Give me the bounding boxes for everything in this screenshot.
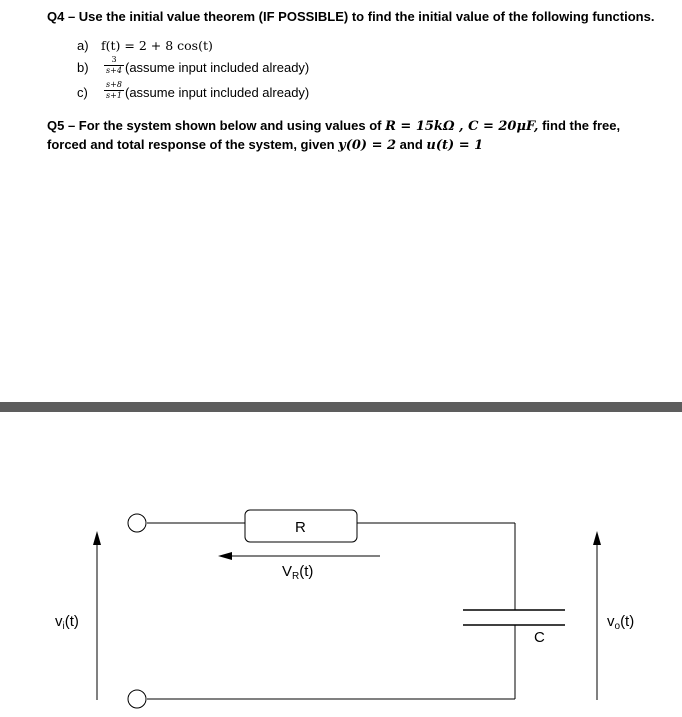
capacitor-label: C xyxy=(534,629,545,646)
q5-text-end: find the free, xyxy=(542,118,621,133)
item-label: c) xyxy=(77,85,88,100)
q5-text: Q5 – For the system shown below and using values of xyxy=(47,118,382,133)
input-value: u(t) = 1 xyxy=(426,138,484,153)
conjunction: and xyxy=(399,137,423,152)
vr-arrowhead xyxy=(218,552,232,560)
q5-text: forced and total response of the system, given xyxy=(47,137,335,152)
initial-condition: y(0) = 2 xyxy=(338,138,397,153)
fraction-denominator: s+1 xyxy=(106,91,122,100)
vi-arrowhead xyxy=(93,531,101,545)
vi-label: $v_i(t)$ xyxy=(55,613,79,632)
vo-arrowhead xyxy=(593,531,601,545)
function-expression: f(t) = 2 + 8 cos(t) xyxy=(101,38,213,53)
vo-label: $v_o(t)$ xyxy=(607,613,635,632)
q4-title: Q4 – Use the initial value theorem (IF POSSIBLE) to find the initial value of the following functions. xyxy=(47,9,655,24)
item-label: b) xyxy=(77,60,89,75)
fraction-denominator: s+4 xyxy=(106,66,122,75)
note-c: (assume input included already) xyxy=(125,85,310,100)
fraction-numerator: 3 xyxy=(104,55,124,66)
resistor-label: R xyxy=(295,519,306,536)
note-b: (assume input included already) xyxy=(125,60,310,75)
vr-label: $V_R(t)$ xyxy=(282,563,314,582)
input-terminal-top xyxy=(128,514,146,532)
fraction-numerator: s+8 xyxy=(104,80,124,91)
item-label: a) xyxy=(77,38,89,53)
input-terminal-bottom xyxy=(128,690,146,708)
q5-values: R = 15kΩ , C = 20μF, xyxy=(385,119,539,134)
